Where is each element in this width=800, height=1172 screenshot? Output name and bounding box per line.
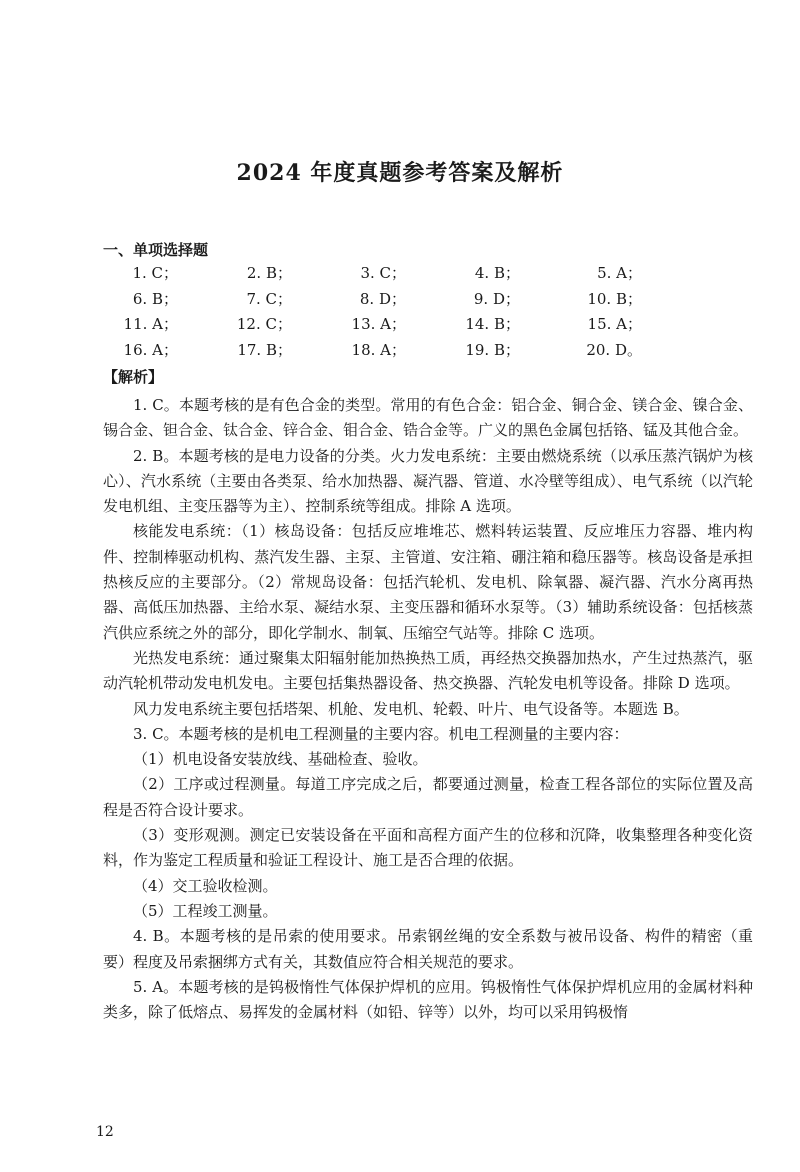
paragraph: （1）机电设备安装放线、基础检查、验收。 [133,750,428,769]
paragraph: 风力发电系统主要包括塔架、机舱、发电机、轮毂、叶片、电气设备等。本题选 B。 [133,699,689,718]
answer-item: 13. A； [351,315,406,333]
paragraph: 2. B。本题考核的是电力设备的分类。火力发电系统：主要由燃烧系统（以承压蒸汽锅炉为核心）、汽水系统（主要由各类泵、给水加热器、凝汽器、管道、水冷壁等组成）、电气系统（以汽轮发电机组、主变压器等为主）、控制系统等组成。排除 A 选项。 [103,446,753,516]
answer-item: 5. A； [597,264,642,282]
analysis-heading: 【解析】 [103,368,164,386]
paragraph: （3）变形观测。测定已安装设备在平面和高程方面产生的位移和沉降，收集整理各种变化资料，作为鉴定工程质量和验证工程设计、施工是否合理的依据。 [103,826,753,870]
page-number: 12 [96,1124,114,1140]
answer-item: 9. D； [473,290,520,308]
answer-item: 8. D； [359,290,406,308]
answer-item: 3. C； [360,264,406,282]
page-title: 2024 年度真题参考答案及解析 [236,160,564,186]
paragraph: （4）交工验收检测。 [133,876,278,895]
answer-item: 11. A； [123,315,178,333]
analysis-body [103,393,753,1025]
paragraph: 光热发电系统：通过聚集太阳辐射能加热换热工质，再经热交换器加热水，产生过热蒸汽，驱动汽轮机带动发电机发电。主要包括集热器设备、热交换器、汽轮发电机等设备。排除 D 选项。 [103,648,753,693]
answer-item: 17. B； [237,341,292,359]
answer-item: 7. C； [246,290,292,308]
paragraph: 核能发电系统：（1）核岛设备：包括反应堆堆芯、燃料转运装置、反应堆压力容器、堆内构件、控制棒驱动机构、蒸汽发生器、主泵、主管道、安注箱、硼注箱和稳压器等。核岛设备是承担热核反应的主要部分。（2）常规岛设备：包括汽轮机、发电机、除氧器、凝汽器、汽水分离再热器、高低压加热器、主给水泵、凝结水泵、主变压器和循环水泵等。（3）辅助系统设备：包括核蒸汽供应系统之外的部分，即化学制水、制氧、压缩空气站等。排除 C 选项。 [103,522,753,642]
section-heading: 一、单项选择题 [103,241,209,259]
answer-item: 4. B； [474,264,520,282]
answer-item: 18. A； [351,341,406,359]
paragraph: （2）工序或过程测量。每道工序完成之后，都要通过测量，检查工程各部位的实际位置及高程是否符合设计要求。 [103,775,753,819]
answer-item: 20. D。 [586,341,642,359]
answer-item: 16. A； [123,341,178,359]
paragraph: 3. C。本题考核的是机电工程测量的主要内容。机电工程测量的主要内容： [133,724,629,743]
answer-item: 14. B； [465,315,520,333]
paragraph: 5. A。本题考核的是钨极惰性气体保护焊机的应用。钨极惰性气体保护焊机应用的金属材料种类多，除了低熔点、易挥发的金属材料（如铅、锌等）以外，均可以采用钨极惰 [103,977,753,1022]
answer-item: 1. C； [132,264,178,282]
answer-item: 10. B； [587,290,642,308]
answer-item: 19. B； [465,341,520,359]
answer-item: 15. A； [587,315,642,333]
paragraph: （5）工程竣工测量。 [133,901,278,920]
answer-item: 6. B； [132,290,178,308]
answer-item: 2. B； [246,264,292,282]
paragraph: 1. C。本题考核的是有色合金的类型。常用的有色合金：铝合金、铜合金、镁合金、镍合金、锡合金、钽合金、钛合金、锌合金、钼合金、锆合金等。广义的黑色金属包括铬、锰及其他合金。 [103,396,753,440]
paragraph: 4. B。本题考核的是吊索的使用要求。吊索钢丝绳的安全系数与被吊设备、构件的精密（重要）程度及吊索捆绑方式有关，其数值应符合相关规范的要求。 [103,927,753,971]
answer-item: 12. C； [236,315,292,333]
